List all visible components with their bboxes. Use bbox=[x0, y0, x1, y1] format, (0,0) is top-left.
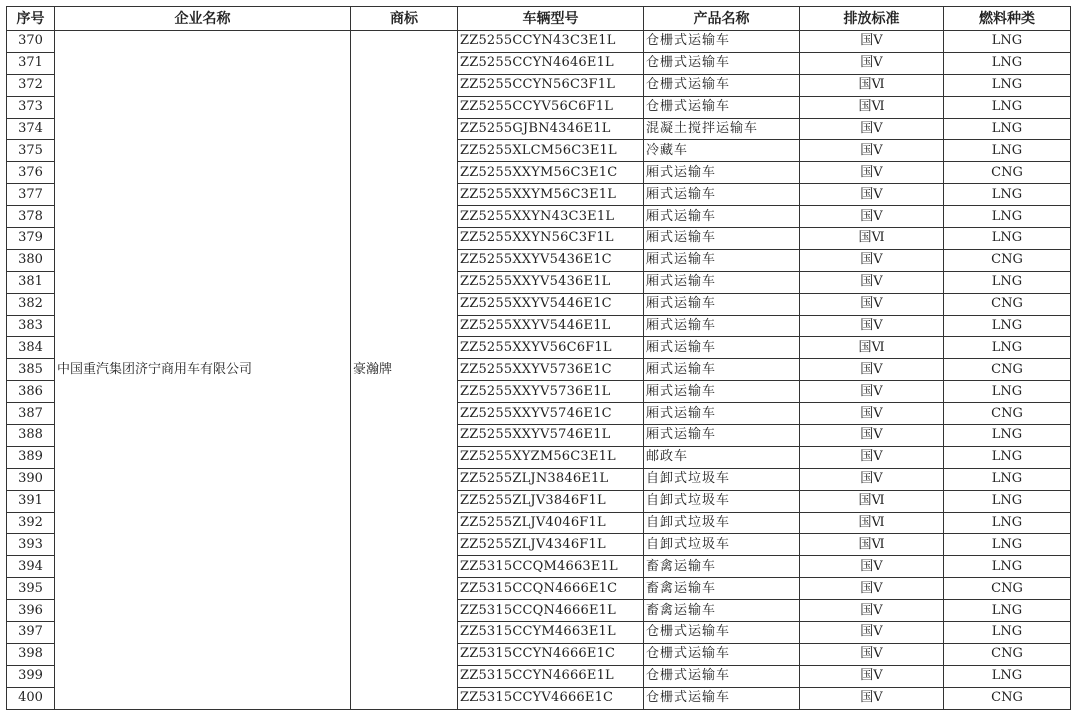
company-name: 中国重汽集团济宁商用车有限公司 bbox=[55, 31, 351, 710]
emission-standard: 国Ⅵ bbox=[800, 228, 944, 250]
vehicle-model: ZZ5255XXYV5736E1L bbox=[458, 381, 644, 403]
product-name: 混凝土搅拌运输车 bbox=[644, 118, 800, 140]
fuel-type: LNG bbox=[944, 337, 1071, 359]
fuel-type: LNG bbox=[944, 490, 1071, 512]
product-name: 厢式运输车 bbox=[644, 271, 800, 293]
fuel-type: LNG bbox=[944, 140, 1071, 162]
row-number: 381 bbox=[7, 271, 55, 293]
vehicle-model: ZZ5255XXYN43C3E1L bbox=[458, 206, 644, 228]
emission-standard: 国Ⅴ bbox=[800, 643, 944, 665]
fuel-type: LNG bbox=[944, 468, 1071, 490]
row-number: 376 bbox=[7, 162, 55, 184]
header-product: 产品名称 bbox=[644, 7, 800, 31]
vehicle-model: ZZ5255XXYV56C6F1L bbox=[458, 337, 644, 359]
table-row bbox=[7, 31, 1071, 53]
vehicle-model: ZZ5255XXYV5436E1C bbox=[458, 249, 644, 271]
emission-standard: 国Ⅴ bbox=[800, 600, 944, 622]
row-number: 382 bbox=[7, 293, 55, 315]
emission-standard: 国Ⅴ bbox=[800, 52, 944, 74]
product-name: 厢式运输车 bbox=[644, 206, 800, 228]
vehicle-model: ZZ5315CCQN4666E1L bbox=[458, 600, 644, 622]
vehicle-model: ZZ5255XXYV5746E1C bbox=[458, 403, 644, 425]
row-number: 394 bbox=[7, 556, 55, 578]
row-number: 386 bbox=[7, 381, 55, 403]
vehicle-model: ZZ5315CCYN4666E1L bbox=[458, 665, 644, 687]
vehicle-model: ZZ5255CCYN43C3E1L bbox=[458, 31, 644, 53]
fuel-type: LNG bbox=[944, 228, 1071, 250]
row-number: 373 bbox=[7, 96, 55, 118]
product-name: 厢式运输车 bbox=[644, 315, 800, 337]
product-name: 厢式运输车 bbox=[644, 359, 800, 381]
brand-name: 豪瀚牌 bbox=[351, 31, 458, 710]
header-fuel: 燃料种类 bbox=[944, 7, 1071, 31]
product-name: 厢式运输车 bbox=[644, 425, 800, 447]
product-name: 厢式运输车 bbox=[644, 403, 800, 425]
row-number: 395 bbox=[7, 578, 55, 600]
row-number: 371 bbox=[7, 52, 55, 74]
vehicle-model: ZZ5255CCYN4646E1L bbox=[458, 52, 644, 74]
vehicle-model: ZZ5255ZLJV3846F1L bbox=[458, 490, 644, 512]
product-name: 自卸式垃圾车 bbox=[644, 490, 800, 512]
fuel-type: LNG bbox=[944, 381, 1071, 403]
fuel-type: CNG bbox=[944, 359, 1071, 381]
row-number: 388 bbox=[7, 425, 55, 447]
row-number: 397 bbox=[7, 622, 55, 644]
vehicle-model: ZZ5255ZLJV4346F1L bbox=[458, 534, 644, 556]
product-name: 邮政车 bbox=[644, 446, 800, 468]
header-model: 车辆型号 bbox=[458, 7, 644, 31]
header-brand: 商标 bbox=[351, 7, 458, 31]
vehicle-model: ZZ5315CCQN4666E1C bbox=[458, 578, 644, 600]
row-number: 377 bbox=[7, 184, 55, 206]
emission-standard: 国Ⅴ bbox=[800, 271, 944, 293]
vehicle-model: ZZ5255XXYN56C3F1L bbox=[458, 228, 644, 250]
row-number: 385 bbox=[7, 359, 55, 381]
header-company: 企业名称 bbox=[55, 7, 351, 31]
product-name: 仓栅式运输车 bbox=[644, 622, 800, 644]
fuel-type: LNG bbox=[944, 118, 1071, 140]
row-number: 370 bbox=[7, 31, 55, 53]
row-number: 391 bbox=[7, 490, 55, 512]
product-name: 厢式运输车 bbox=[644, 381, 800, 403]
emission-standard: 国Ⅴ bbox=[800, 359, 944, 381]
product-name: 厢式运输车 bbox=[644, 184, 800, 206]
emission-standard: 国Ⅵ bbox=[800, 96, 944, 118]
row-number: 399 bbox=[7, 665, 55, 687]
fuel-type: LNG bbox=[944, 184, 1071, 206]
product-name: 仓栅式运输车 bbox=[644, 31, 800, 53]
product-name: 自卸式垃圾车 bbox=[644, 534, 800, 556]
row-number: 392 bbox=[7, 512, 55, 534]
row-number: 384 bbox=[7, 337, 55, 359]
fuel-type: LNG bbox=[944, 206, 1071, 228]
fuel-type: CNG bbox=[944, 403, 1071, 425]
row-number: 372 bbox=[7, 74, 55, 96]
emission-standard: 国Ⅴ bbox=[800, 31, 944, 53]
fuel-type: LNG bbox=[944, 665, 1071, 687]
row-number: 398 bbox=[7, 643, 55, 665]
product-name: 仓栅式运输车 bbox=[644, 665, 800, 687]
fuel-type: LNG bbox=[944, 31, 1071, 53]
product-name: 畜禽运输车 bbox=[644, 578, 800, 600]
row-number: 390 bbox=[7, 468, 55, 490]
emission-standard: 国Ⅵ bbox=[800, 490, 944, 512]
product-name: 自卸式垃圾车 bbox=[644, 512, 800, 534]
emission-standard: 国Ⅴ bbox=[800, 578, 944, 600]
fuel-type: CNG bbox=[944, 162, 1071, 184]
vehicle-model: ZZ5315CCQM4663E1L bbox=[458, 556, 644, 578]
row-number: 396 bbox=[7, 600, 55, 622]
fuel-type: LNG bbox=[944, 556, 1071, 578]
row-number: 380 bbox=[7, 249, 55, 271]
emission-standard: 国Ⅴ bbox=[800, 249, 944, 271]
product-name: 厢式运输车 bbox=[644, 337, 800, 359]
fuel-type: CNG bbox=[944, 293, 1071, 315]
vehicle-model: ZZ5255XLCM56C3E1L bbox=[458, 140, 644, 162]
fuel-type: LNG bbox=[944, 425, 1071, 447]
fuel-type: LNG bbox=[944, 534, 1071, 556]
emission-standard: 国Ⅴ bbox=[800, 468, 944, 490]
vehicle-model: ZZ5255XYZM56C3E1L bbox=[458, 446, 644, 468]
vehicle-model: ZZ5255ZLJV4046F1L bbox=[458, 512, 644, 534]
emission-standard: 国Ⅴ bbox=[800, 118, 944, 140]
fuel-type: LNG bbox=[944, 600, 1071, 622]
row-number: 374 bbox=[7, 118, 55, 140]
vehicle-model: ZZ5255XXYV5446E1L bbox=[458, 315, 644, 337]
product-name: 畜禽运输车 bbox=[644, 600, 800, 622]
fuel-type: LNG bbox=[944, 446, 1071, 468]
emission-standard: 国Ⅴ bbox=[800, 206, 944, 228]
product-name: 厢式运输车 bbox=[644, 293, 800, 315]
row-number: 400 bbox=[7, 687, 55, 709]
vehicle-model: ZZ5255XXYV5436E1L bbox=[458, 271, 644, 293]
product-name: 仓栅式运输车 bbox=[644, 74, 800, 96]
row-number: 393 bbox=[7, 534, 55, 556]
fuel-type: LNG bbox=[944, 52, 1071, 74]
header-emission: 排放标准 bbox=[800, 7, 944, 31]
vehicle-model: ZZ5255GJBN4346E1L bbox=[458, 118, 644, 140]
emission-standard: 国Ⅴ bbox=[800, 140, 944, 162]
vehicle-model: ZZ5255XXYV5746E1L bbox=[458, 425, 644, 447]
product-name: 畜禽运输车 bbox=[644, 556, 800, 578]
emission-standard: 国Ⅵ bbox=[800, 74, 944, 96]
emission-standard: 国Ⅴ bbox=[800, 665, 944, 687]
emission-standard: 国Ⅴ bbox=[800, 425, 944, 447]
emission-standard: 国Ⅵ bbox=[800, 512, 944, 534]
product-name: 厢式运输车 bbox=[644, 228, 800, 250]
vehicle-model: ZZ5255XXYM56C3E1L bbox=[458, 184, 644, 206]
row-number: 378 bbox=[7, 206, 55, 228]
fuel-type: LNG bbox=[944, 315, 1071, 337]
vehicle-model: ZZ5315CCYM4663E1L bbox=[458, 622, 644, 644]
emission-standard: 国Ⅴ bbox=[800, 687, 944, 709]
fuel-type: CNG bbox=[944, 687, 1071, 709]
vehicle-model: ZZ5255CCYN56C3F1L bbox=[458, 74, 644, 96]
product-name: 仓栅式运输车 bbox=[644, 687, 800, 709]
emission-standard: 国Ⅴ bbox=[800, 622, 944, 644]
emission-standard: 国Ⅵ bbox=[800, 337, 944, 359]
vehicle-model: ZZ5255XXYM56C3E1C bbox=[458, 162, 644, 184]
header-row bbox=[7, 7, 1071, 31]
product-name: 厢式运输车 bbox=[644, 162, 800, 184]
vehicle-model: ZZ5255ZLJN3846E1L bbox=[458, 468, 644, 490]
product-name: 仓栅式运输车 bbox=[644, 52, 800, 74]
emission-standard: 国Ⅴ bbox=[800, 315, 944, 337]
product-name: 厢式运输车 bbox=[644, 249, 800, 271]
row-number: 383 bbox=[7, 315, 55, 337]
product-name: 仓栅式运输车 bbox=[644, 96, 800, 118]
emission-standard: 国Ⅴ bbox=[800, 293, 944, 315]
row-number: 389 bbox=[7, 446, 55, 468]
emission-standard: 国Ⅴ bbox=[800, 162, 944, 184]
product-name: 仓栅式运输车 bbox=[644, 643, 800, 665]
emission-standard: 国Ⅴ bbox=[800, 556, 944, 578]
header-no: 序号 bbox=[7, 7, 55, 31]
vehicle-catalog-table bbox=[6, 6, 1071, 710]
emission-standard: 国Ⅴ bbox=[800, 446, 944, 468]
vehicle-model: ZZ5255XXYV5736E1C bbox=[458, 359, 644, 381]
fuel-type: CNG bbox=[944, 578, 1071, 600]
emission-standard: 国Ⅴ bbox=[800, 381, 944, 403]
row-number: 387 bbox=[7, 403, 55, 425]
fuel-type: LNG bbox=[944, 271, 1071, 293]
fuel-type: CNG bbox=[944, 643, 1071, 665]
row-number: 375 bbox=[7, 140, 55, 162]
emission-standard: 国Ⅴ bbox=[800, 184, 944, 206]
fuel-type: CNG bbox=[944, 249, 1071, 271]
vehicle-model: ZZ5255XXYV5446E1C bbox=[458, 293, 644, 315]
row-number: 379 bbox=[7, 228, 55, 250]
vehicle-model: ZZ5315CCYV4666E1C bbox=[458, 687, 644, 709]
product-name: 自卸式垃圾车 bbox=[644, 468, 800, 490]
vehicle-model: ZZ5315CCYN4666E1C bbox=[458, 643, 644, 665]
product-name: 冷藏车 bbox=[644, 140, 800, 162]
fuel-type: LNG bbox=[944, 74, 1071, 96]
emission-standard: 国Ⅵ bbox=[800, 534, 944, 556]
vehicle-model: ZZ5255CCYV56C6F1L bbox=[458, 96, 644, 118]
fuel-type: LNG bbox=[944, 96, 1071, 118]
emission-standard: 国Ⅴ bbox=[800, 403, 944, 425]
fuel-type: LNG bbox=[944, 512, 1071, 534]
fuel-type: LNG bbox=[944, 622, 1071, 644]
table-body bbox=[7, 31, 1071, 710]
